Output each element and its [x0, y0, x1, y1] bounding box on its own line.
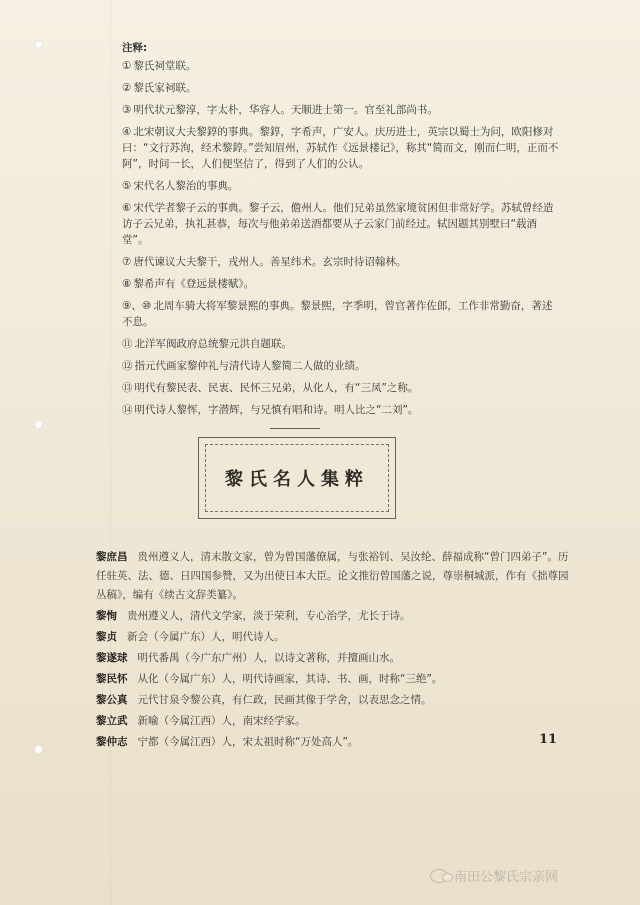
- watermark-text: 南田公黎氏宗亲网: [454, 870, 559, 885]
- bio-entry: [96, 670, 574, 689]
- bio-name: 黎贞: [96, 631, 117, 643]
- annotations-heading: 注释:: [122, 42, 148, 54]
- note-11: ⑪ 北洋军阀政府总统黎元洪自题联。: [122, 338, 292, 350]
- page-number: 11: [539, 732, 558, 747]
- section-title: 黎氏名人集粹: [225, 469, 369, 490]
- page-fold-line: [110, 0, 111, 905]
- bio-entry: [96, 712, 574, 731]
- note-14: ⑭ 明代诗人黎恽，字潜辉，与兄慎有唱和诗。明人比之“二刘”。: [122, 404, 419, 416]
- bio-name: 黎仲志: [96, 736, 128, 748]
- bio-name: 黎遂球: [96, 652, 128, 664]
- bio-entry: [96, 691, 574, 710]
- note-4: ④ 北宋朝议大夫黎錞的事典。黎錞，字希声，广安人。庆历进士，英宗以蜀士为问，欧阳修对曰：“文行苏洵，经术黎錞。”尝知眉州，苏轼作《远景楼记》，称其“简而文，刚而仁明，正而不阿”，时间一长，人们便坚信了，得到了人们的公认。: [122, 126, 559, 170]
- bio-name: 黎立武: [96, 715, 128, 727]
- bio-text: 新喻（今属江西）人，南宋经学家。: [137, 715, 306, 727]
- chat-bubble-icon: [430, 869, 448, 883]
- note-13: ⑬ 明代有黎民表、民衷、民怀三兄弟，从化人，有“三凤”之称。: [122, 382, 419, 394]
- note-7: ⑦ 唐代谏议大夫黎干，戎州人。善星纬术。玄宗时待诏翰林。: [122, 256, 407, 268]
- bio-text: 贵州遵义人，清末散文家，曾为曾国藩僚属，与张裕钊、吴汝纶、薛福成称“曾门四弟子”。历任驻英、法、德、日四国参赞，又为出使日本大臣。论文推衍曾国藩之说，尊崇桐城派，作有《拙尊园丛稿》，编有《续古文辞类纂》。: [96, 551, 569, 601]
- bio-name: 黎公真: [96, 694, 128, 706]
- note-1: ① 黎氏祠堂联。: [122, 60, 197, 72]
- bio-text: 新会（今属广东）人，明代诗人。: [127, 631, 285, 643]
- bio-text: 从化（今属广东）人，明代诗画家，其诗、书、画，时称“三绝”。: [137, 673, 443, 685]
- note-8: ⑧ 黎希声有《登远景楼赋》。: [122, 278, 255, 290]
- bio-entry: [96, 607, 574, 626]
- note-3: ③ 明代状元黎淳，字太朴，华容人。天顺进士第一。官至礼部尚书。: [122, 104, 438, 116]
- annotations-section: [122, 40, 562, 424]
- bio-entry: [96, 733, 574, 752]
- note-5: ⑤ 宋代名人黎治的事典。: [122, 180, 239, 192]
- watermark: [430, 866, 558, 885]
- bio-text: 贵州遵义人，清代文学家，淡于荣利，专心治学，尤长于诗。: [127, 610, 411, 622]
- bio-text: 明代番禺（今广东广州）人，以诗文著称，并擅画山水。: [137, 652, 400, 664]
- bio-entry: [96, 548, 574, 605]
- note-2: ② 黎氏家祠联。: [122, 82, 197, 94]
- note-12: ⑫ 指元代画家黎仲礼与清代诗人黎简二人做的业绩。: [122, 360, 366, 372]
- binder-hole-bottom: [34, 745, 43, 754]
- bio-name: 黎民怀: [96, 673, 128, 685]
- bio-entry: [96, 649, 574, 668]
- section-title-frame: [198, 437, 396, 519]
- binder-hole-middle: [34, 420, 43, 429]
- biographies-section: [96, 548, 574, 754]
- bio-text: 元代甘泉令黎公真，有仁政，民画其像于学舍，以表思念之情。: [137, 694, 432, 706]
- bio-entry: [96, 628, 574, 647]
- bio-name: 黎恂: [96, 610, 117, 622]
- note-6: ⑥ 宋代学者黎子云的事典。黎子云，儋州人。他们兄弟虽然家境贫困但非常好学。苏轼曾经造访子云兄弟，执礼甚恭，每次与他弟弟送酒都要从子云家门前经过。轼因题其别墅曰“载酒堂”。: [122, 202, 554, 246]
- title-ornament: [270, 428, 320, 429]
- note-9-10: ⑨、⑩ 北周车骑大将军黎景熙的事典。黎景熙，字季明，曾官著作佐郎，工作非常勤奋，著述不息。: [122, 300, 553, 328]
- bio-text: 宁都（今属江西）人，宋太祖时称“万处高人”。: [137, 736, 359, 748]
- bio-name: 黎庶昌: [96, 551, 128, 563]
- binder-hole-top: [34, 40, 43, 49]
